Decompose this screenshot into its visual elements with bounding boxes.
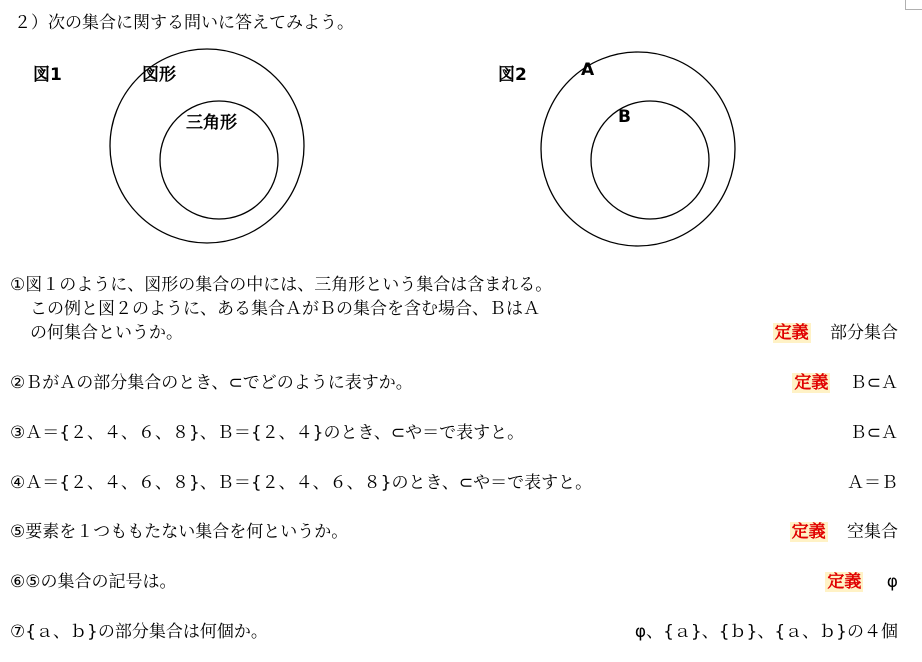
definition-tag: 定義 bbox=[774, 323, 809, 343]
fig2-outer-circle bbox=[541, 52, 735, 246]
q3-answer: Ｂ⊂Ａ bbox=[849, 423, 898, 443]
q7-text: ⑦{ａ、ｂ}の部分集合は何個か。 bbox=[10, 622, 268, 642]
q3-text: ③Ａ＝{２、４、６、８}、Ｂ＝{２、４}のとき、⊂や＝で表すと。 bbox=[10, 423, 525, 443]
fig1-outer-label: 図形 bbox=[142, 65, 176, 85]
q5-answer-row bbox=[790, 521, 898, 543]
definition-tag: 定義 bbox=[827, 572, 862, 592]
q1-line1: ①図１のように、図形の集合の中には、三角形という集合は含まれる。 bbox=[10, 275, 553, 295]
q6-answer: φ bbox=[886, 572, 898, 592]
fig2-inner-circle bbox=[591, 101, 709, 219]
q5-text: ⑤要素を１つももたない集合を何というか。 bbox=[10, 522, 349, 542]
q2-answer-row bbox=[792, 372, 898, 394]
definition-tag: 定義 bbox=[794, 373, 829, 393]
fig2-outer-label: A bbox=[581, 60, 595, 80]
q2-answer: Ｂ⊂Ａ bbox=[849, 373, 898, 393]
fig1-inner-label: 三角形 bbox=[186, 113, 237, 133]
q4-text: ④Ａ＝{２、４、６、８}、Ｂ＝{２、４、６、８}のとき、⊂や＝で表すと。 bbox=[10, 473, 593, 493]
q1-answer: 部分集合 bbox=[830, 323, 898, 343]
q5-answer: 空集合 bbox=[847, 522, 898, 542]
q7-answer: φ、{ａ}、{ｂ}、{ａ、ｂ}の４個 bbox=[634, 622, 898, 642]
q4-answer: Ａ＝Ｂ bbox=[847, 473, 898, 493]
fig1-label: 図1 bbox=[33, 65, 62, 85]
q1-line3: の何集合というか。 bbox=[30, 323, 183, 343]
q6-text: ⑥⑤の集合の記号は。 bbox=[10, 572, 177, 592]
q1-answer-row bbox=[773, 322, 898, 344]
q6-answer-row bbox=[825, 571, 898, 593]
fig2-inner-label: B bbox=[618, 107, 631, 127]
section-heading: ２）次の集合に関する問いに答えてみよう。 bbox=[14, 13, 354, 33]
fig1-outer-circle bbox=[110, 49, 304, 243]
definition-tag: 定義 bbox=[791, 522, 826, 542]
fig2-label: 図2 bbox=[498, 65, 527, 85]
q1-line2: この例と図２のように、ある集合ＡがＢの集合を含む場合、ＢはＡ bbox=[30, 299, 540, 319]
q2-text: ②ＢがＡの部分集合のとき、⊂でどのように表すか。 bbox=[10, 373, 413, 393]
